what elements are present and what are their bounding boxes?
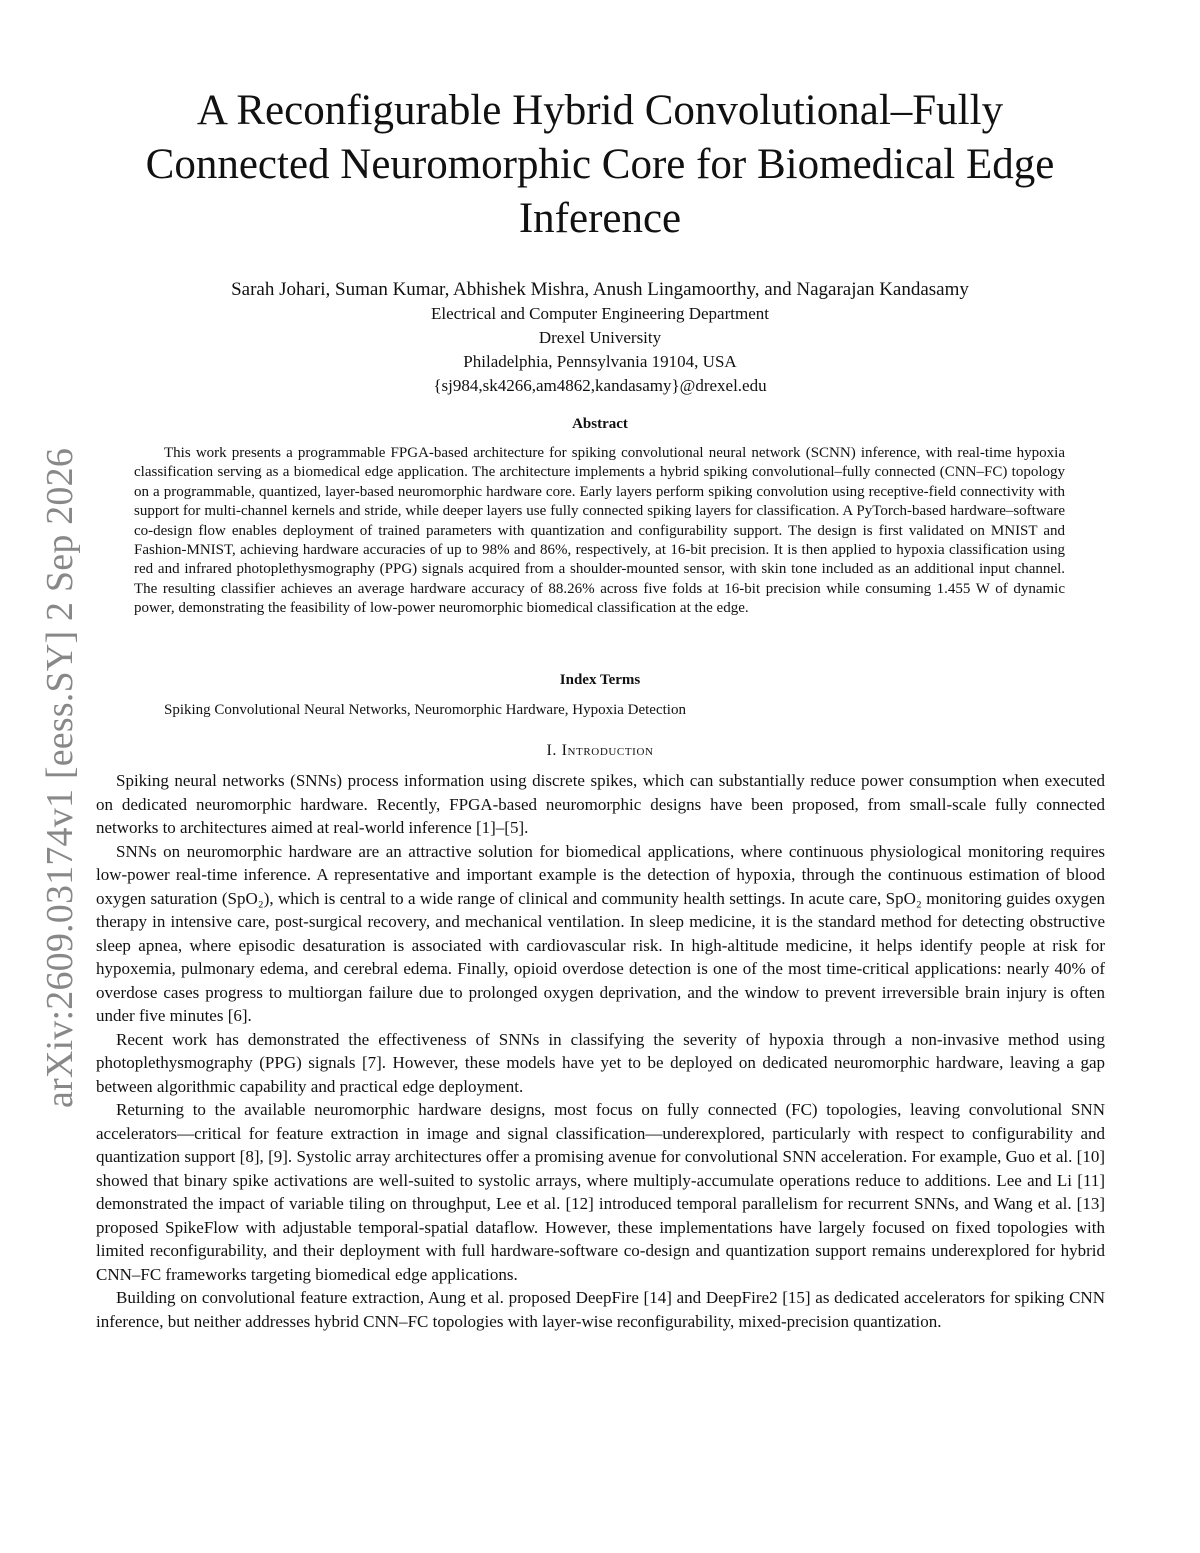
introduction-body xyxy=(96,769,1105,1333)
author-emails: {sj984,sk4266,am4862,kandasamy}@drexel.edu xyxy=(433,376,767,395)
intro-paragraph-4: Returning to the available neuromorphic hardware designs, most focus on fully connected (FC) topologies, leaving convolutional SNN accelerators—critical for feature extraction in image and signal classification—underexplored, particularly with respect to configurability and quantization support [8], [9]. Systolic array architectures offer a promising avenue for convolutional SNN acceleration. For example, Guo et al. [10] showed that binary spike activations are well-suited to systolic arrays, where multiply-accumulate operations reduce to additions. Lee and Li [11] demonstrated the impact of variable tiling on throughput, Lee et al. [12] introduced temporal parallelism for recurrent SNNs, and Wang et al. [13] proposed SpikeFlow with adjustable temporal-spatial dataflow. However, these implementations have largely focused on fixed topologies with limited reconfigurability, and their deployment with full hardware-software co-design and quantization support remains underexplored for hybrid CNN–FC frameworks targeting biomedical edge applications. xyxy=(96,1100,1105,1284)
intro-paragraph-2: SNNs on neuromorphic hardware are an attractive solution for biomedical applications, where continuous physiological monitoring requires low-power real-time inference. A representative and important example is the detection of hypoxia, through the continuous estimation of blood oxygen saturation (SpO₂), which is central to a wide range of clinical and community health settings. In acute care, SpO₂ monitoring guides oxygen therapy in intensive care, post-surgical recovery, and mechanical ventilation. In sleep medicine, it is the standard method for detecting obstructive sleep apnea, where episodic desaturation is associated with cardiovascular risk. In high-altitude medicine, it helps identify people at risk for hypoxemia, pulmonary edema, and cerebral edema. Finally, opioid overdose detection is one of the most time-critical applications: nearly 40% of overdose cases progress to multiorgan failure due to prolonged oxygen deprivation, and the window to prevent irreversible brain injury is often under five minutes [6]. xyxy=(96,841,1105,1025)
author-list: Sarah Johari, Suman Kumar, Abhishek Mishra, Anush Lingamoorthy, and Nagarajan Kandasamy xyxy=(231,279,969,300)
abstract-text: This work presents a programmable FPGA-based architecture for spiking convolutional neural network (SCNN) inference, with real-time hypoxia classification serving as a biomedical edge application. The architecture implements a hybrid spiking convolutional–fully connected (CNN–FC) topology on a programmable, quantized, layer-based neuromorphic hardware core. Early layers perform spiking convolution using receptive-field connectivity with support for multi-channel kernels and stride, while deeper layers use fully connected spiking layers for classification. A PyTorch-based hardware–software co-design flow enables deployment of trained parameters with quantization and configurability support. The design is first validated on MNIST and Fashion-MNIST, achieving hardware accuracies of up to 98% and 86%, respectively, at 16-bit precision. It is then applied to hypoxia classification using red and infrared photoplethysmography (PPG) signals acquired from a shoulder-mounted sensor, with skin tone included as an additional input channel. The resulting classifier achieves an average hardware accuracy of 88.26% across five folds at 16-bit precision while consuming 1.455 W of dynamic power, demonstrating the feasibility of low-power neuromorphic biomedical classification at the edge. xyxy=(134,445,1065,617)
intro-paragraph-3: Recent work has demonstrated the effectiveness of SNNs in classifying the severity of hypoxia through a non-invasive method using photoplethysmography (PPG) signals [7]. However, these models have yet to be deployed on dedicated neuromorphic hardware, leaving a gap between algorithmic capability and practical edge deployment. xyxy=(96,1029,1105,1096)
index-terms-heading: Index Terms xyxy=(559,672,641,688)
intro-paragraph-1: Spiking neural networks (SNNs) process information using discrete spikes, which can substantially reduce power consumption when executed on dedicated neuromorphic hardware. Recently, FPGA-based neuromorphic designs have been proposed, from small-scale fully connected networks to architectures aimed at real-world inference [1]–[5]. xyxy=(96,771,1105,837)
paper-title: A Reconfigurable Hybrid Convolutional–Fully Connected Neuromorphic Core for Biomedical Edge Inference xyxy=(145,87,1055,242)
arxiv-identifier-text: arXiv:2609.03174v1 [eess.SY] 2 Sep 2026 xyxy=(39,447,82,1109)
affiliation-department: Electrical and Computer Engineering Department xyxy=(431,304,769,323)
affiliation-address: Philadelphia, Pennsylvania 19104, USA xyxy=(463,352,737,371)
intro-paragraph-5: Building on convolutional feature extraction, Aung et al. proposed DeepFire [14] and DeepFire2 [15] as dedicated accelerators for spiking CNN inference, but neither addresses hybrid CNN–FC topologies with layer-wise reconfigurability, mixed-precision quantization. xyxy=(96,1288,1105,1331)
index-terms-text: Spiking Convolutional Neural Networks, Neuromorphic Hardware, Hypoxia Detection xyxy=(164,702,686,718)
abstract-heading: Abstract xyxy=(572,416,628,432)
affiliation-university: Drexel University xyxy=(538,328,662,347)
arxiv-identifier-stamp xyxy=(28,428,92,1128)
section-heading-introduction: I. Introduction xyxy=(546,742,654,759)
